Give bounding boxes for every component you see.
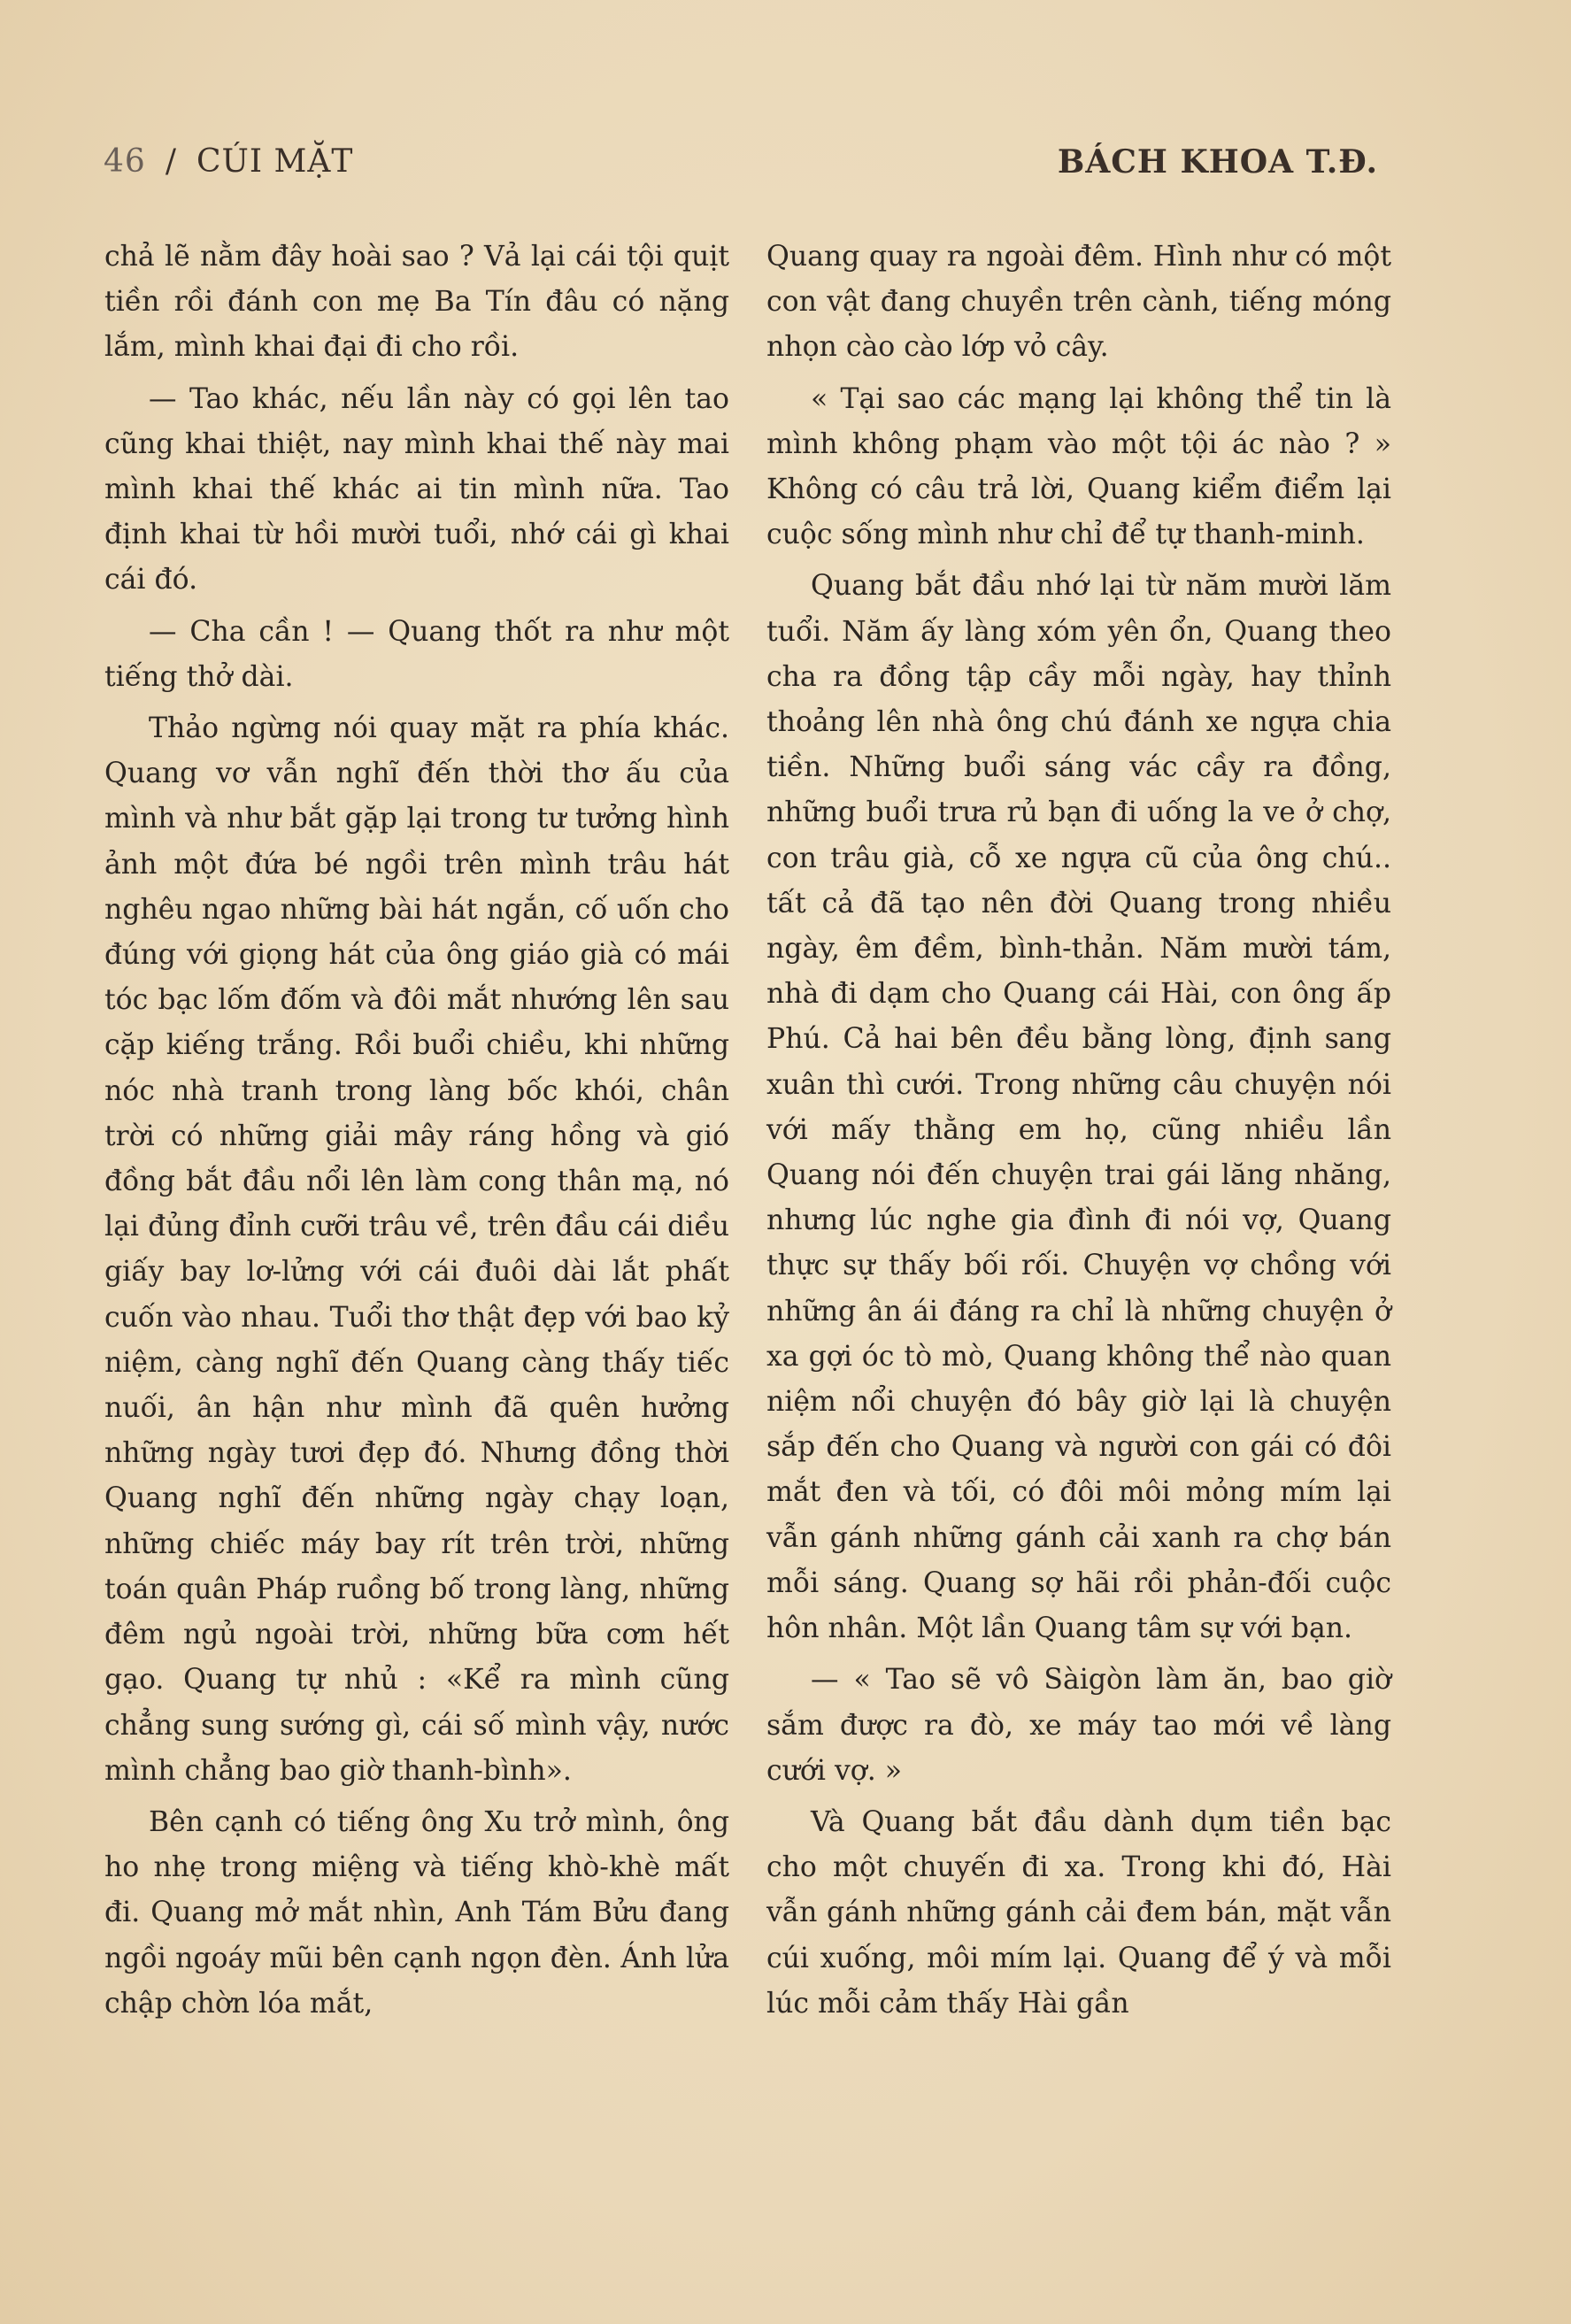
paragraph: chả lẽ nằm đây hoài sao ? Vả lại cái tội quịt tiền rồi đánh con mẹ Ba Tín đâu có nặng lắm, mình khai đại đi cho rồi. (104, 241, 729, 364)
paragraph: Quang quay ra ngoài đêm. Hình như có một con vật đang chuyền trên cành, tiếng móng nhọn cào cào lớp vỏ cây. (766, 241, 1391, 364)
paragraph: Thảo ngừng nói quay mặt ra phía khác. Quang vơ vẫn nghĩ đến thời thơ ấu của mình và như bắt gặp lại trong tư tưởng hình ảnh một đứa bé ngồi trên mình trâu hát nghêu ngao những bài hát ngắn, cố uốn cho đúng với giọng hát của ông giáo già có mái tóc bạc lốm đốm và đôi mắt nhướng lên sau cặp kiếng trắng. Rồi buổi chiều, khi những nóc nhà tranh trong làng bốc khói, chân trời có những giải mây ráng hồng và gió đồng bắt đầu nổi lên làm cong thân mạ, nó lại đủng đỉnh cưỡi trâu về, trên đầu cái diều giấy bay lơ-lửng với cái đuôi dài lắt phất cuốn vào nhau. Tuổi thơ thật đẹp với bao kỷ niệm, càng nghĩ đến Quang càng thấy tiếc nuối, ân hận như mình đã quên hưởng những ngày tươi đẹp đó. Nhưng đồng thời Quang nghĩ đến những ngày chạy loạn, những chiếc máy bay rít trên trời, những toán quân Pháp ruồng bố trong làng, những đêm ngủ ngoài trời, những bữa cơm hết gạo. Quang tự nhủ : «Kể ra mình cũng chẳng sung sướng gì, cái số mình vậy, nước mình chẳng bao giờ thanh-bình». (104, 712, 729, 1787)
paragraph: — Tao khác, nếu lần này có gọi lên tao cũng khai thiệt, nay mình khai thế này mai mình khai thế khác ai tin mình nữa. Tao định khai từ hồi mười tuổi, nhớ cái gì khai cái đó. (104, 382, 729, 596)
paragraph: Bên cạnh có tiếng ông Xu trở mình, ông ho nhẹ trong miệng và tiếng khò-khè mất đi. Quang mở mắt nhìn, Anh Tám Bửu đang ngồi ngoáy mũi bên cạnh ngọn đèn. Ánh lửa chập chờn lóa mắt, (104, 1805, 729, 2020)
running-header (104, 143, 1378, 188)
header-separator: / (165, 143, 177, 180)
article-title: CÚI MẶT (196, 143, 354, 180)
right-column (766, 235, 1391, 2033)
left-column (104, 235, 729, 2033)
paragraph: — « Tao sẽ vô Sàigòn làm ăn, bao giờ sắm được ra đò, xe máy tao mới về làng cưới vợ. » (766, 1664, 1391, 1787)
paragraph: Và Quang bắt đầu dành dụm tiền bạc cho một chuyến đi xa. Trong khi đó, Hài vẫn gánh những gánh cải đem bán, mặt vẫn cúi xuống, môi mím lại. Quang để ý và mỗi lúc mỗi cảm thấy Hài gần (766, 1805, 1391, 2020)
publication-name: BÁCH KHOA T.Đ. (1057, 143, 1378, 181)
paragraph: « Tại sao các mạng lại không thể tin là mình không phạm vào một tội ác nào ? » Không có câu trả lời, Quang kiểm điểm lại cuộc sống mình như chỉ để tự thanh-minh. (766, 382, 1391, 551)
paragraph: Quang bắt đầu nhớ lại từ năm mười lăm tuổi. Năm ấy làng xóm yên ổn, Quang theo cha ra đồng tập cầy mỗi ngày, hay thỉnh thoảng lên nhà ông chú đánh xe ngựa chia tiền. Những buổi sáng vác cầy ra đồng, những buổi trưa rủ bạn đi uống la ve ở chợ, con trâu già, cỗ xe ngựa cũ của ông chú.. tất cả đã tạo nên đời Quang trong nhiều ngày, êm đềm, bình-thản. Năm mười tám, nhà đi dạm cho Quang cái Hài, con ông ấp Phú. Cả hai bên đều bằng lòng, định sang xuân thì cưới. Trong những câu chuyện nói với mấy thằng em họ, cũng nhiều lần Quang nói đến chuyện trai gái lăng nhăng, nhưng lúc nghe gia đình đi nói vợ, Quang thực sự thấy bối rối. Chuyện vợ chồng với những ân ái đáng ra chỉ là những chuyện ở xa gợi óc tò mò, Quang không thể nào quan niệm nổi chuyện đó bây giờ lại là chuyện sắp đến cho Quang và người con gái có đôi mắt đen và tối, có đôi môi mỏng mím lại vẫn gánh những gánh cải xanh ra chợ bán mỗi sáng. Quang sợ hãi rồi phản-đối cuộc hôn nhân. Một lần Quang tâm sự với bạn. (766, 570, 1391, 1645)
page-number: 46 (104, 143, 146, 180)
header-left (104, 143, 353, 180)
paragraph: — Cha cần ! — Quang thốt ra như một tiếng thở dài. (104, 615, 729, 693)
